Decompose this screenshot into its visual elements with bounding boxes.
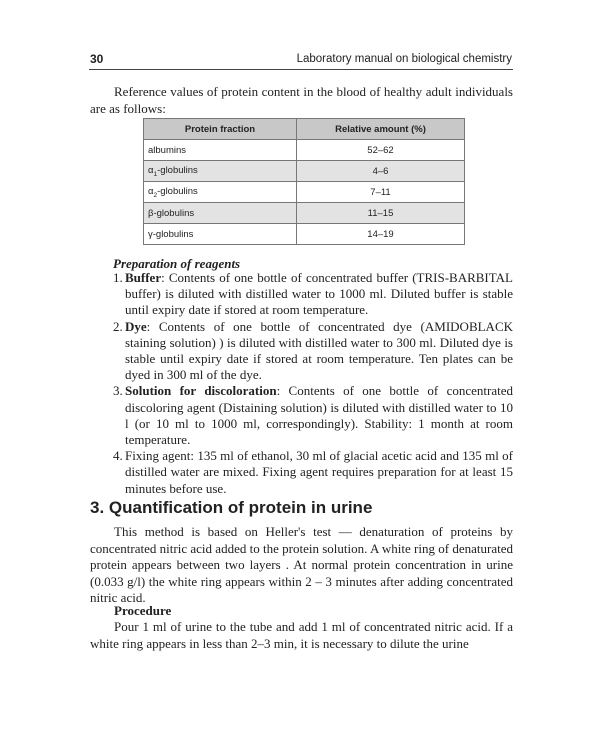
item-text: : Contents of one bottle of concentrated dye (AMIDOBLACK staining solution) ) is diluted with distilled water to 300 ml. Diluted dye is stable until expiry date if stored at room temperature. Ten plates can be dyed in 300 ml of the dye.	[125, 318, 513, 383]
item-number: 1.	[113, 270, 123, 285]
fraction-name: γ-globulins	[144, 224, 297, 245]
greek-letter: α	[148, 185, 154, 197]
fraction-value: 14–19	[297, 224, 465, 245]
protein-fraction-table	[143, 118, 465, 245]
subscript: 2	[153, 191, 158, 199]
table-row	[144, 224, 465, 245]
table-row	[144, 182, 465, 203]
greek-letter: α	[148, 164, 154, 176]
item-number: 3.	[113, 383, 123, 399]
section-heading: 3. Quantification of protein in urine	[90, 498, 373, 517]
table-header-row	[144, 119, 465, 140]
fraction-name: albumins	[144, 140, 297, 161]
fraction-suffix: -globulins	[157, 185, 198, 197]
fraction-name	[144, 161, 297, 182]
running-title: Laboratory manual on biological chemistry	[296, 53, 512, 65]
procedure-paragraph: Pour 1 ml of urine to the tube and add 1 ml of concentrated nitric acid. If a white ring appears in less than 2–3 min, it is necessary to dilute the urine	[90, 619, 513, 651]
item-term: Solution for discoloration	[125, 383, 277, 399]
table-row	[144, 140, 465, 161]
item-text: Fixing agent: 135 ml of ethanol, 30 ml of glacial acetic acid and 135 ml of distilled water are mixed. Fixing agent requires preparation for at least 15 minutes before use.	[125, 448, 513, 496]
reagents-list	[113, 270, 513, 497]
header-rule	[89, 69, 513, 70]
list-item	[113, 319, 513, 384]
subscript: 1	[153, 170, 158, 178]
item-text: : Contents of one bottle of concentrated discoloring agent (Distaining solution) is diluted with distilled water to 10 l (or 10 ml to 1000 ml, correspondingly). Stability: 1 month at room temperature.	[125, 383, 513, 448]
item-term: Buffer	[125, 270, 162, 285]
page-number: 30	[90, 52, 104, 66]
list-item	[113, 383, 513, 448]
item-text: : Contents of one bottle of concentrated buffer (TRIS-BARBITAL buffer) is diluted with distilled water to 1000 ml. Diluted buffer is stable until expiry date if stored at room temperature.	[125, 270, 513, 318]
preparation-heading: Preparation of reagents	[113, 256, 241, 271]
fraction-value: 7–11	[297, 182, 465, 203]
list-item	[113, 448, 513, 497]
fraction-value: 11–15	[297, 203, 465, 224]
item-term: Dye	[125, 318, 147, 334]
table-row	[144, 203, 465, 224]
column-header-fraction: Protein fraction	[144, 119, 297, 140]
item-number: 4.	[113, 448, 123, 464]
item-number: 2.	[113, 318, 123, 334]
column-header-amount: Relative amount (%)	[297, 119, 465, 140]
table-row	[144, 161, 465, 182]
section-paragraph: This method is based on Heller's test — denaturation of proteins by concentrated nitric acid added to the protein solution. A white ring of denaturated protein appears between two layers . At normal protein concentration in urine (0.033 g/l) the white ring appears within 2 – 3 minutes after adding concentrated nitric acid.	[90, 524, 513, 605]
fraction-value: 4–6	[297, 161, 465, 182]
fraction-suffix: -globulins	[157, 164, 198, 176]
intro-paragraph: Reference values of protein content in the blood of healthy adult individuals are as follows:	[90, 84, 513, 116]
fraction-name	[144, 182, 297, 203]
list-item	[113, 270, 513, 319]
fraction-name: β-globulins	[144, 203, 297, 224]
fraction-value: 52–62	[297, 140, 465, 161]
procedure-heading: Procedure	[114, 603, 172, 618]
